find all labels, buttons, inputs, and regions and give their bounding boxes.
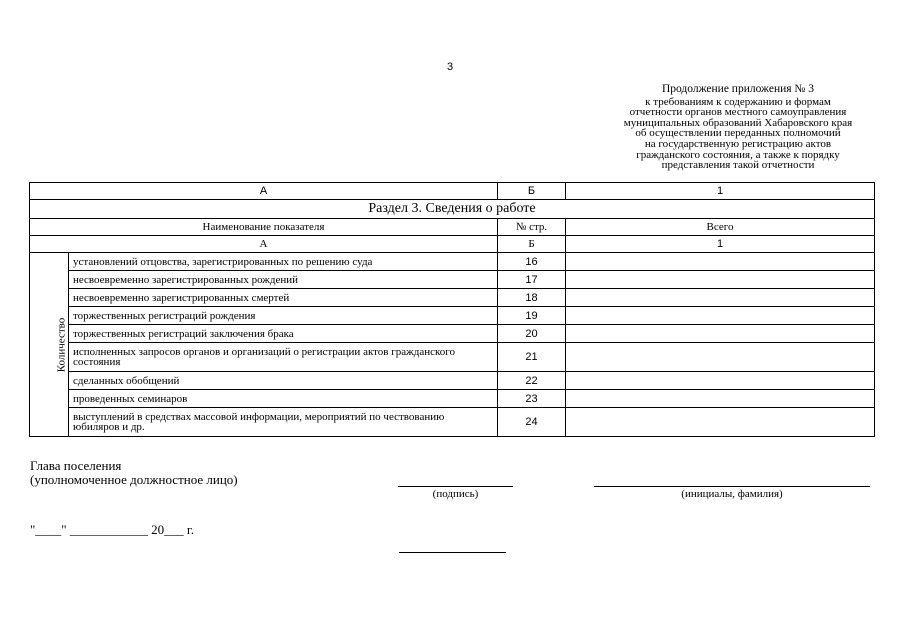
signer-subtitle: (уполномоченное должностное лицо) (30, 472, 238, 487)
appendix-line: об осуществлении переданных полномочий (635, 127, 841, 140)
col-header-name: Наименование показателя (30, 219, 498, 236)
line-number: 18 (498, 289, 566, 307)
total-value-cell[interactable] (566, 390, 875, 408)
group-label: Количество (55, 317, 68, 372)
header-cell-b: Б (498, 183, 566, 200)
name-line[interactable] (594, 486, 870, 487)
appendix-line: на государственную регистрацию актов (644, 137, 832, 150)
sub-header-c: 1 (566, 236, 875, 253)
table-row (30, 307, 875, 325)
table-row (30, 390, 875, 408)
appendix-title: Продолжение приложения № 3 (661, 83, 815, 95)
top-header-row (30, 183, 875, 200)
total-value-cell[interactable] (566, 307, 875, 325)
table-row (30, 343, 875, 372)
col-header-total: Всего (566, 219, 875, 236)
indicator-label: торжественных регистраций рождения (69, 307, 498, 325)
line-number: 17 (498, 271, 566, 289)
bottom-line (399, 552, 506, 553)
sub-header-a: А (30, 236, 498, 253)
group-label-cell (30, 253, 69, 437)
table-row (30, 372, 875, 390)
sub-header-b: Б (498, 236, 566, 253)
table-row (30, 253, 875, 271)
line-number: 16 (498, 253, 566, 271)
name-caption: (инициалы, фамилия) (681, 488, 783, 500)
line-number: 22 (498, 372, 566, 390)
indicator-label: несвоевременно зарегистрированных смертей (69, 289, 498, 307)
col-header-line-number: № стр. (498, 219, 566, 236)
indicator-label: исполненных запросов органов и организаций о регистрации актов гражданского состояния (69, 343, 498, 372)
indicator-label: сделанных обобщений (69, 372, 498, 390)
table-row (30, 271, 875, 289)
total-value-cell[interactable] (566, 289, 875, 307)
line-number: 21 (498, 343, 566, 372)
indicator-label: выступлений в средствах массовой информации, мероприятий по чествованию юбиляров и др. (69, 408, 498, 437)
total-value-cell[interactable] (566, 408, 875, 437)
appendix-line: гражданского состояния, а также к порядку (636, 148, 840, 161)
report-table (29, 182, 875, 437)
indicator-label: установлений отцовства, зарегистрированных по решению суда (69, 253, 498, 271)
appendix-line: отчетности органов местного самоуправления (629, 106, 847, 119)
section-row (30, 200, 875, 219)
indicator-label: проведенных семинаров (69, 390, 498, 408)
column-header-row (30, 219, 875, 236)
date-field[interactable]: "____" ____________ 20___ г. (30, 522, 194, 537)
line-number: 19 (498, 307, 566, 325)
signer-title: Глава поселения (30, 458, 122, 473)
appendix-note (596, 84, 880, 171)
indicator-label: торжественных регистраций заключения брака (69, 325, 498, 343)
total-value-cell[interactable] (566, 271, 875, 289)
line-number: 20 (498, 325, 566, 343)
appendix-line: муниципальных образований Хабаровского края (623, 116, 853, 129)
page-number: 3 (447, 61, 454, 73)
table-row (30, 408, 875, 437)
line-number: 23 (498, 390, 566, 408)
table-row (30, 325, 875, 343)
signature-caption: (подпись) (432, 488, 479, 500)
signature-line[interactable] (398, 486, 513, 487)
appendix-line: представления такой отчетности (661, 159, 815, 172)
total-value-cell[interactable] (566, 325, 875, 343)
total-value-cell[interactable] (566, 253, 875, 271)
header-cell-a: А (30, 183, 498, 200)
line-number: 24 (498, 408, 566, 437)
total-value-cell[interactable] (566, 372, 875, 390)
indicator-label: несвоевременно зарегистрированных рождений (69, 271, 498, 289)
sub-header-row (30, 236, 875, 253)
table-row (30, 289, 875, 307)
appendix-line: к требованиям к содержанию и формам (645, 95, 831, 108)
total-value-cell[interactable] (566, 343, 875, 372)
header-cell-c: 1 (566, 183, 875, 200)
section-title: Раздел 3. Сведения о работе (30, 200, 875, 219)
